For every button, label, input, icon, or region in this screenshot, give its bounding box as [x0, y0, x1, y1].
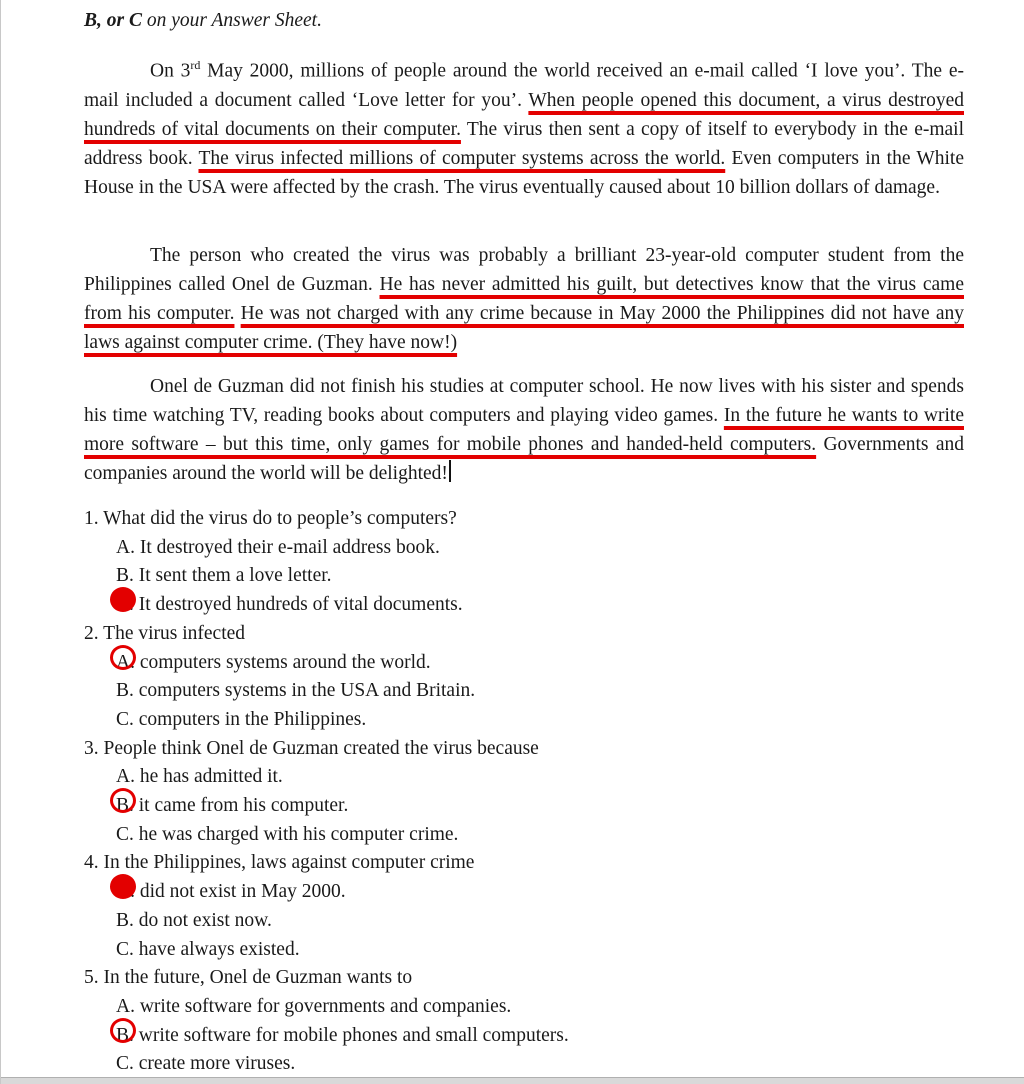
passage-paragraph-2: [84, 241, 964, 357]
option-letter-text: C.: [116, 938, 134, 960]
question-list: [84, 505, 984, 1079]
option-letter-text: B.: [116, 909, 134, 931]
option-letter: [116, 907, 134, 936]
option-text: It destroyed hundreds of vital documents.: [138, 594, 463, 616]
option-text: computers systems around the world.: [139, 651, 431, 673]
option-3-b: [84, 792, 984, 821]
passage-text: Onel de Guzman did not finish his studies at computer school. He now lives with his sister and spends his time watching TV, reading books about computers and playing video games.: [84, 376, 964, 426]
passage-text: The person who created the virus was probably a brilliant 23-year-old computer student from the Philippines called Onel de Guzman.: [84, 245, 964, 295]
option-letter-text: A.: [116, 536, 135, 558]
question-number: 1.: [84, 508, 99, 529]
option-text: write software for governments and companies.: [139, 995, 512, 1017]
option-4-a: [84, 878, 984, 907]
passage-text: On 3: [150, 60, 191, 82]
instruction-bold: B, or C: [84, 10, 142, 31]
option-letter-text: B.: [116, 565, 134, 587]
option-letter: [116, 1050, 134, 1079]
answer-circle-mark: [110, 874, 136, 899]
passage-text: Governments and companies around the world will be delighted!: [84, 434, 964, 484]
option-1-a: [84, 534, 984, 563]
question-number: 5.: [84, 967, 99, 989]
option-letter: [116, 534, 135, 563]
option-text: he has admitted it.: [139, 766, 283, 788]
option-4-c: [84, 936, 984, 965]
option-letter: [116, 792, 134, 821]
passage-paragraph-1: [84, 51, 964, 202]
option-letter-text: C.: [116, 823, 134, 845]
option-2-b: [84, 677, 984, 706]
superscript-text: rd: [190, 58, 201, 72]
question-3: [84, 735, 984, 764]
option-letter: [116, 936, 134, 965]
option-letter-text: A.: [116, 651, 135, 673]
option-text: he was charged with his computer crime.: [138, 823, 459, 845]
question-number: 4.: [84, 852, 99, 874]
option-text: did not exist in May 2000.: [139, 881, 346, 903]
option-2-c: [84, 706, 984, 735]
question-number: 3.: [84, 737, 99, 759]
option-letter-text: B.: [116, 1024, 134, 1046]
option-3-a: [84, 763, 984, 792]
option-letter: [116, 677, 134, 706]
option-letter-text: A.: [116, 995, 135, 1017]
passage-text: May 2000, millions of people around the world received an e-mail called ‘I love you’. The e-mail included a document called ‘Love letter for you’.: [84, 60, 964, 111]
underlined-sentence: He was not charged with any crime because in May 2000 the Philippines did not have any laws against computer crime. (They have now!): [84, 303, 964, 353]
option-text: have always existed.: [138, 938, 300, 960]
option-letter-text: C.: [116, 708, 134, 730]
option-3-c: [84, 821, 984, 850]
option-5-c: [84, 1050, 984, 1079]
option-5-a: [84, 993, 984, 1022]
option-letter: [116, 821, 134, 850]
option-5-b: [84, 1022, 984, 1051]
question-4: [84, 849, 984, 878]
question-text: In the future, Onel de Guzman wants to: [103, 967, 413, 989]
passage-paragraph-3: [84, 372, 964, 488]
answer-circle-mark: [110, 1018, 136, 1043]
question-text: In the Philippines, laws against computer crime: [103, 852, 475, 874]
underlined-sentence: The virus infected millions of computer systems across the world.: [198, 147, 726, 169]
option-letter: [116, 878, 135, 907]
question-2: [84, 620, 984, 649]
question-1: [84, 505, 984, 534]
option-letter-text: A.: [116, 766, 135, 788]
passage-text: Even computers in the White House in the USA were affected by the crash. The virus eventually caused about 10 billion dollars of damage.: [84, 147, 964, 198]
instruction-line: [84, 9, 322, 33]
option-text: computers systems in the USA and Britain.: [138, 680, 476, 702]
underlined-sentence: In the future he wants to write more software – but this time, only games for mobile phones and handed-held computers.: [84, 405, 964, 455]
question-text: People think Onel de Guzman created the virus because: [103, 737, 539, 759]
option-text: computers in the Philippines.: [138, 708, 367, 730]
answer-circle-mark: [110, 645, 136, 670]
question-text: The virus infected: [103, 622, 246, 644]
instruction-italic: on your Answer Sheet.: [146, 10, 322, 31]
option-text: do not exist now.: [138, 909, 272, 931]
option-1-b: [84, 562, 984, 591]
option-text: create more viruses.: [138, 1053, 296, 1075]
option-letter-text: B.: [116, 680, 134, 702]
option-letter: [116, 591, 134, 620]
option-letter: [116, 649, 135, 678]
answer-circle-mark: [110, 587, 136, 612]
window-bottom-edge: [1, 1077, 1024, 1084]
option-2-a: [84, 649, 984, 678]
option-4-b: [84, 907, 984, 936]
underlined-sentence: When people opened this document, a virus destroyed hundreds of vital documents on their computer.: [84, 89, 964, 140]
passage-text: The virus then sent a copy of itself to everybody in the e-mail address book.: [84, 118, 965, 169]
option-text: write software for mobile phones and small computers.: [138, 1024, 569, 1046]
answer-circle-mark: [110, 788, 136, 813]
text-cursor: [449, 460, 451, 482]
option-letter-text: C.: [116, 1053, 134, 1075]
option-letter: [116, 706, 134, 735]
option-text: It destroyed their e-mail address book.: [139, 536, 440, 558]
option-1-c: [84, 591, 984, 620]
question-text: What did the virus do to people’s computers?: [103, 508, 457, 529]
question-5: [84, 964, 984, 993]
option-text: it came from his computer.: [138, 795, 349, 817]
underlined-sentence: He has never admitted his guilt, but detectives know that the virus came from his computer.: [84, 274, 964, 324]
question-number: 2.: [84, 622, 99, 644]
option-letter-text: B.: [116, 795, 134, 817]
option-text: It sent them a love letter.: [138, 565, 332, 587]
option-letter: [116, 1022, 134, 1051]
